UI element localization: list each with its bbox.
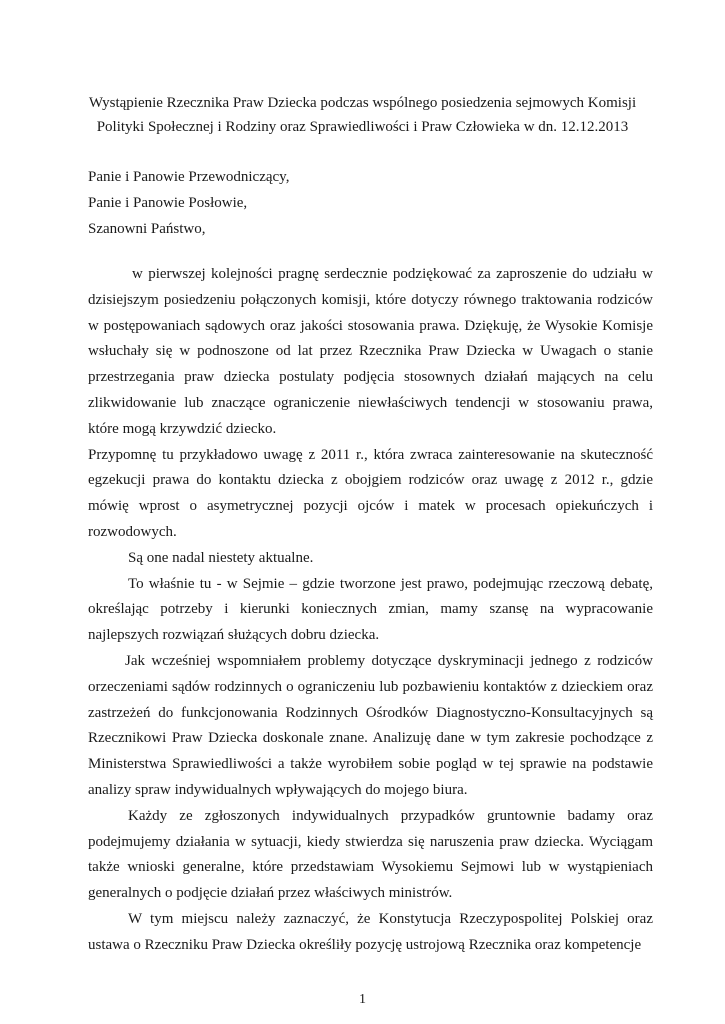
paragraph: w pierwszej kolejności pragnę serdecznie podziękować za zaproszenie do udziału w dzisiejszym posiedzeniu połączonych komisji, które dotyczy równego traktowania rodziców w postępowaniach sądowych oraz jakości stosowania prawa. Dziękuję, że Wysokie Komisje wsłuchały się w podnoszone od lat przez Rzecznika Praw Dziecka w Uwagach o stanie przestrzegania praw dziecka postulaty podjęcia stosownych działań mających na celu zlikwidowanie lub znaczące ograniczenie niewłaściwych tendencji w stosowaniu prawa, które mogą krzywdzić dziecko. xyxy=(88,266,653,437)
paragraph: Są one nadal niestety aktualne. xyxy=(128,549,314,566)
salutation-line: Panie i Panowie Przewodniczący, xyxy=(88,169,290,185)
page-number: 1 xyxy=(359,992,366,1007)
title-line-2: Polityki Społecznej i Rodziny oraz Sprawiedliwości i Praw Człowieka w dn. 12.12.2013 xyxy=(96,119,629,135)
document-title xyxy=(80,91,645,139)
salutation-line: Panie i Panowie Posłowie, xyxy=(88,195,248,211)
paragraph: Każdy ze zgłoszonych indywidualnych przypadków gruntownie badamy oraz podejmujemy działania w sytuacji, kiedy stwierdza się naruszenia praw dziecka. Wyciągam także wnioski generalne, które przedstawiam Wysokiemu Sejmowi lub w wystąpieniach generalnych o podjęcie działań przez właściwych ministrów. xyxy=(88,807,653,902)
paragraph: Przypomnę tu przykładowo uwagę z 2011 r., która zwraca zainteresowanie na skuteczność egzekucji prawa do kontaktu dziecka z obojgiem rodziców oraz uwagę z 2012 r., gdzie mówię wprost o asymetrycznej pozycji ojców i matek w procesach opiekuńczych i rozwodowych. xyxy=(88,446,653,540)
paragraph: To właśnie tu - w Sejmie – gdzie tworzone jest prawo, podejmując rzeczową debatę, określając potrzeby i kierunki koniecznych zmian, mamy szansę na wypracowanie najlepszych rozwiązań służących dobru dziecka. xyxy=(88,575,653,644)
paragraph: Jak wcześniej wspomniałem problemy dotyczące dyskryminacji jednego z rodziców orzeczeniami sądów rodzinnych o ograniczeniu lub pozbawieniu kontaktów z dzieckiem oraz zastrzeżeń do funkcjonowania Rodzinnych Ośrodków Diagnostyczno-Konsultacyjnych są Rzecznikowi Praw Dziecka doskonale znane. Analizuję dane w tym zakresie pochodzące z Ministerstwa Sprawiedliwości a także wyrobiłem sobie pogląd w tej sprawie na podstawie analizy spraw indywidualnych wpływających do mojego biura. xyxy=(88,652,653,798)
salutation-block xyxy=(88,164,289,242)
paragraph: W tym miejscu należy zaznaczyć, że Konstytucja Rzeczypospolitej Polskiej oraz ustawa o Rzeczniku Praw Dziecka określiły pozycję ustrojową Rzecznika oraz kompetencje xyxy=(88,910,653,953)
title-line-1: Wystąpienie Rzecznika Praw Dziecka podczas wspólnego posiedzenia sejmowych Komisji xyxy=(88,95,637,111)
salutation-line: Szanowni Państwo, xyxy=(88,221,206,237)
document-body xyxy=(88,262,653,959)
